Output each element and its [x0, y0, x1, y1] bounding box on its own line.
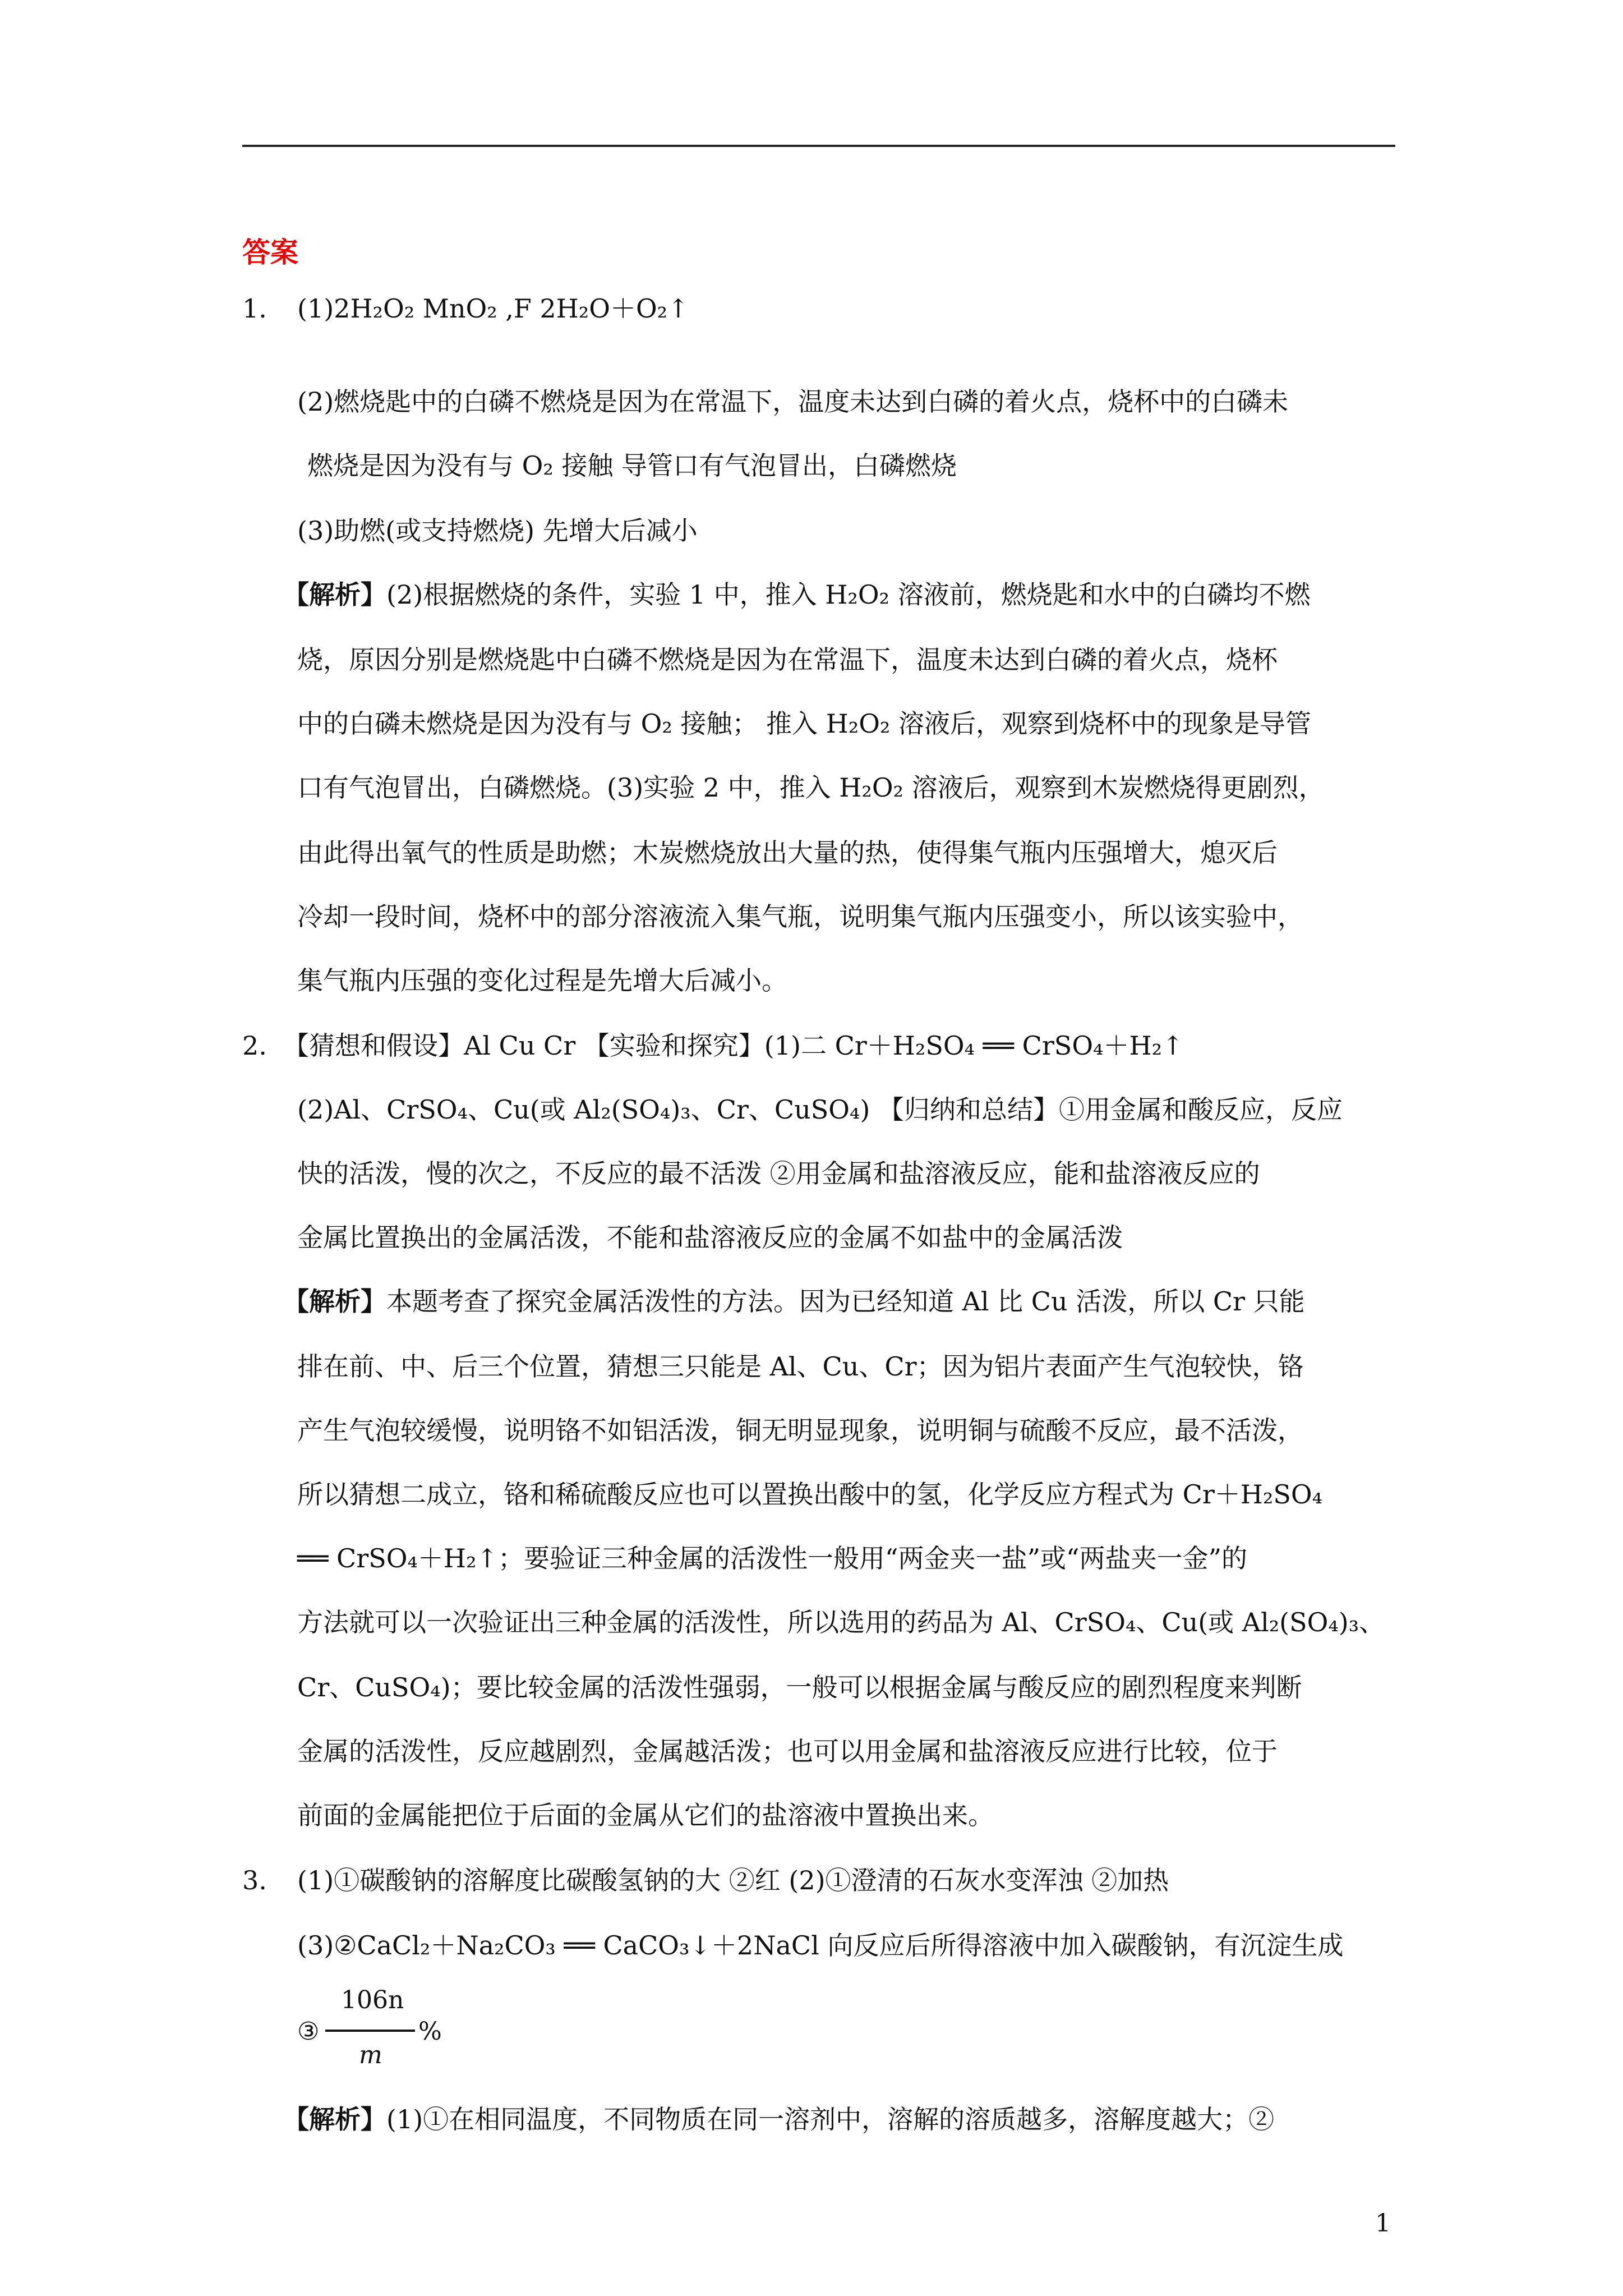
- answer-line: (2)燃烧匙中的白磷不燃烧是因为在常温下，温度未达到白磷的着火点，烧杯中的白磷未: [297, 386, 1289, 417]
- analysis-paragraph-1-line: 口有气泡冒出，白磷燃烧。(3)实验 2 中，推入 H₂O₂ 溶液后，观察到木炭燃烧得更剧烈，: [297, 772, 1325, 803]
- answer-line: (1)①碳酸钠的溶解度比碳酸氢钠的大 ②红 (2)①澄清的石灰水变浑浊 ②加热: [297, 1865, 1169, 1895]
- analysis-paragraph-3-line: 【解析】(1)①在相同温度，不同物质在同一溶剂中，溶解的溶质越多，溶解度越大；②: [283, 2104, 1275, 2134]
- analysis-paragraph-1-line: 【解析】(2)根据燃烧的条件，实验 1 中，推入 H₂O₂ 溶液前，燃烧匙和水中的白磷均不燃: [283, 579, 1311, 610]
- fraction-bar: [325, 2030, 415, 2032]
- analysis-label: 【解析】: [283, 2104, 386, 2134]
- item-number: 2.: [242, 1030, 267, 1061]
- analysis-paragraph-2-line: 金属的活泼性，反应越剧烈，金属越活泼；也可以用金属和盐溶液反应进行比较，位于: [297, 1736, 1278, 1766]
- analysis-label: 【解析】: [283, 579, 386, 610]
- analysis-paragraph-2-line: ══ CrSO₄＋H₂↑；要验证三种金属的活泼性一般用“两金夹一盐”或“两盐夹一金”的: [297, 1543, 1248, 1573]
- answer-line: 金属比置换出的金属活泼，不能和盐溶液反应的金属不如盐中的金属活泼: [297, 1222, 1123, 1253]
- answer-heading: 答案: [242, 236, 298, 269]
- analysis-paragraph-1-line: 集气瓶内压强的变化过程是先增大后减小。: [297, 965, 787, 996]
- item-number: 3.: [242, 1865, 267, 1895]
- answer-line: (1)2H₂O₂ MnO₂ ,F 2H₂O＋O₂↑: [297, 293, 689, 324]
- analysis-paragraph-1-line: 由此得出氧气的性质是助燃；木炭燃烧放出大量的热，使得集气瓶内压强增大，熄灭后: [297, 838, 1278, 868]
- fraction-percent: %: [418, 2017, 442, 2046]
- analysis-paragraph-2-line: 【解析】本题考查了探究金属活泼性的方法。因为已经知道 Al 比 Cu 活泼，所以 Cr 只能: [283, 1286, 1305, 1317]
- analysis-paragraph-2-line: 所以猜想二成立，铬和稀硫酸反应也可以置换出酸中的氢，化学反应方程式为 Cr＋H₂SO₄: [297, 1479, 1323, 1510]
- fraction-denominator: m: [359, 2041, 382, 2069]
- circled-number: ③: [297, 2017, 320, 2046]
- analysis-paragraph-2-line: 前面的金属能把位于后面的金属从它们的盐溶液中置换出来。: [297, 1800, 994, 1830]
- page-number: 1: [1375, 2209, 1391, 2238]
- analysis-paragraph-2-line: Cr、CuSO₄)；要比较金属的活泼性强弱，一般可以根据金属与酸反应的剧烈程度来判断: [297, 1672, 1302, 1703]
- analysis-paragraph-1-line: 冷却一段时间，烧杯中的部分溶液流入集气瓶，说明集气瓶内压强变小，所以该实验中，: [297, 901, 1303, 932]
- analysis-paragraph-2-line: 方法就可以一次验证出三种金属的活泼性，所以选用的药品为 Al、CrSO₄、Cu(或 Al₂(SO₄)₃、: [297, 1607, 1385, 1637]
- answer-line: 燃烧是因为没有与 O₂ 接触 导管口有气泡冒出，白磷燃烧: [307, 450, 957, 481]
- analysis-paragraph-2-line: 排在前、中、后三个位置，猜想三只能是 Al、Cu、Cr；因为铝片表面产生气泡较快，铬: [297, 1351, 1304, 1382]
- fraction-numerator: 106n: [341, 1986, 404, 2014]
- analysis-label: 【解析】: [283, 1286, 386, 1317]
- answer-line: 【猜想和假设】Al Cu Cr 【实验和探究】(1)二 Cr＋H₂SO₄ ══ CrSO₄＋H₂↑: [283, 1030, 1184, 1061]
- answer-line: 快的活泼，慢的次之，不反应的最不活泼 ②用金属和盐溶液反应，能和盐溶液反应的: [297, 1158, 1260, 1189]
- answer-line: (3)助燃(或支持燃烧) 先增大后减小: [297, 516, 698, 546]
- header-rule: [242, 145, 1395, 147]
- analysis-paragraph-2-line: 产生气泡较缓慢，说明铬不如铝活泼，铜无明显现象，说明铜与硫酸不反应，最不活泼，: [297, 1415, 1303, 1446]
- item-number: 1.: [242, 293, 267, 324]
- answer-line: (2)Al、CrSO₄、Cu(或 Al₂(SO₄)₃、Cr、CuSO₄) 【归纳和总结】①用金属和酸反应，反应: [297, 1094, 1343, 1125]
- analysis-paragraph-1-line: 烧，原因分别是燃烧匙中白磷不燃烧是因为在常温下，温度未达到白磷的着火点，烧杯: [297, 645, 1278, 675]
- analysis-paragraph-1-line: 中的白磷未燃烧是因为没有与 O₂ 接触； 推入 H₂O₂ 溶液后，观察到烧杯中的现象是导管: [297, 708, 1311, 739]
- answer-line: (3)②CaCl₂＋Na₂CO₃ ══ CaCO₃↓＋2NaCl 向反应后所得溶液中加入碳酸钠，有沉淀生成: [297, 1930, 1344, 1961]
